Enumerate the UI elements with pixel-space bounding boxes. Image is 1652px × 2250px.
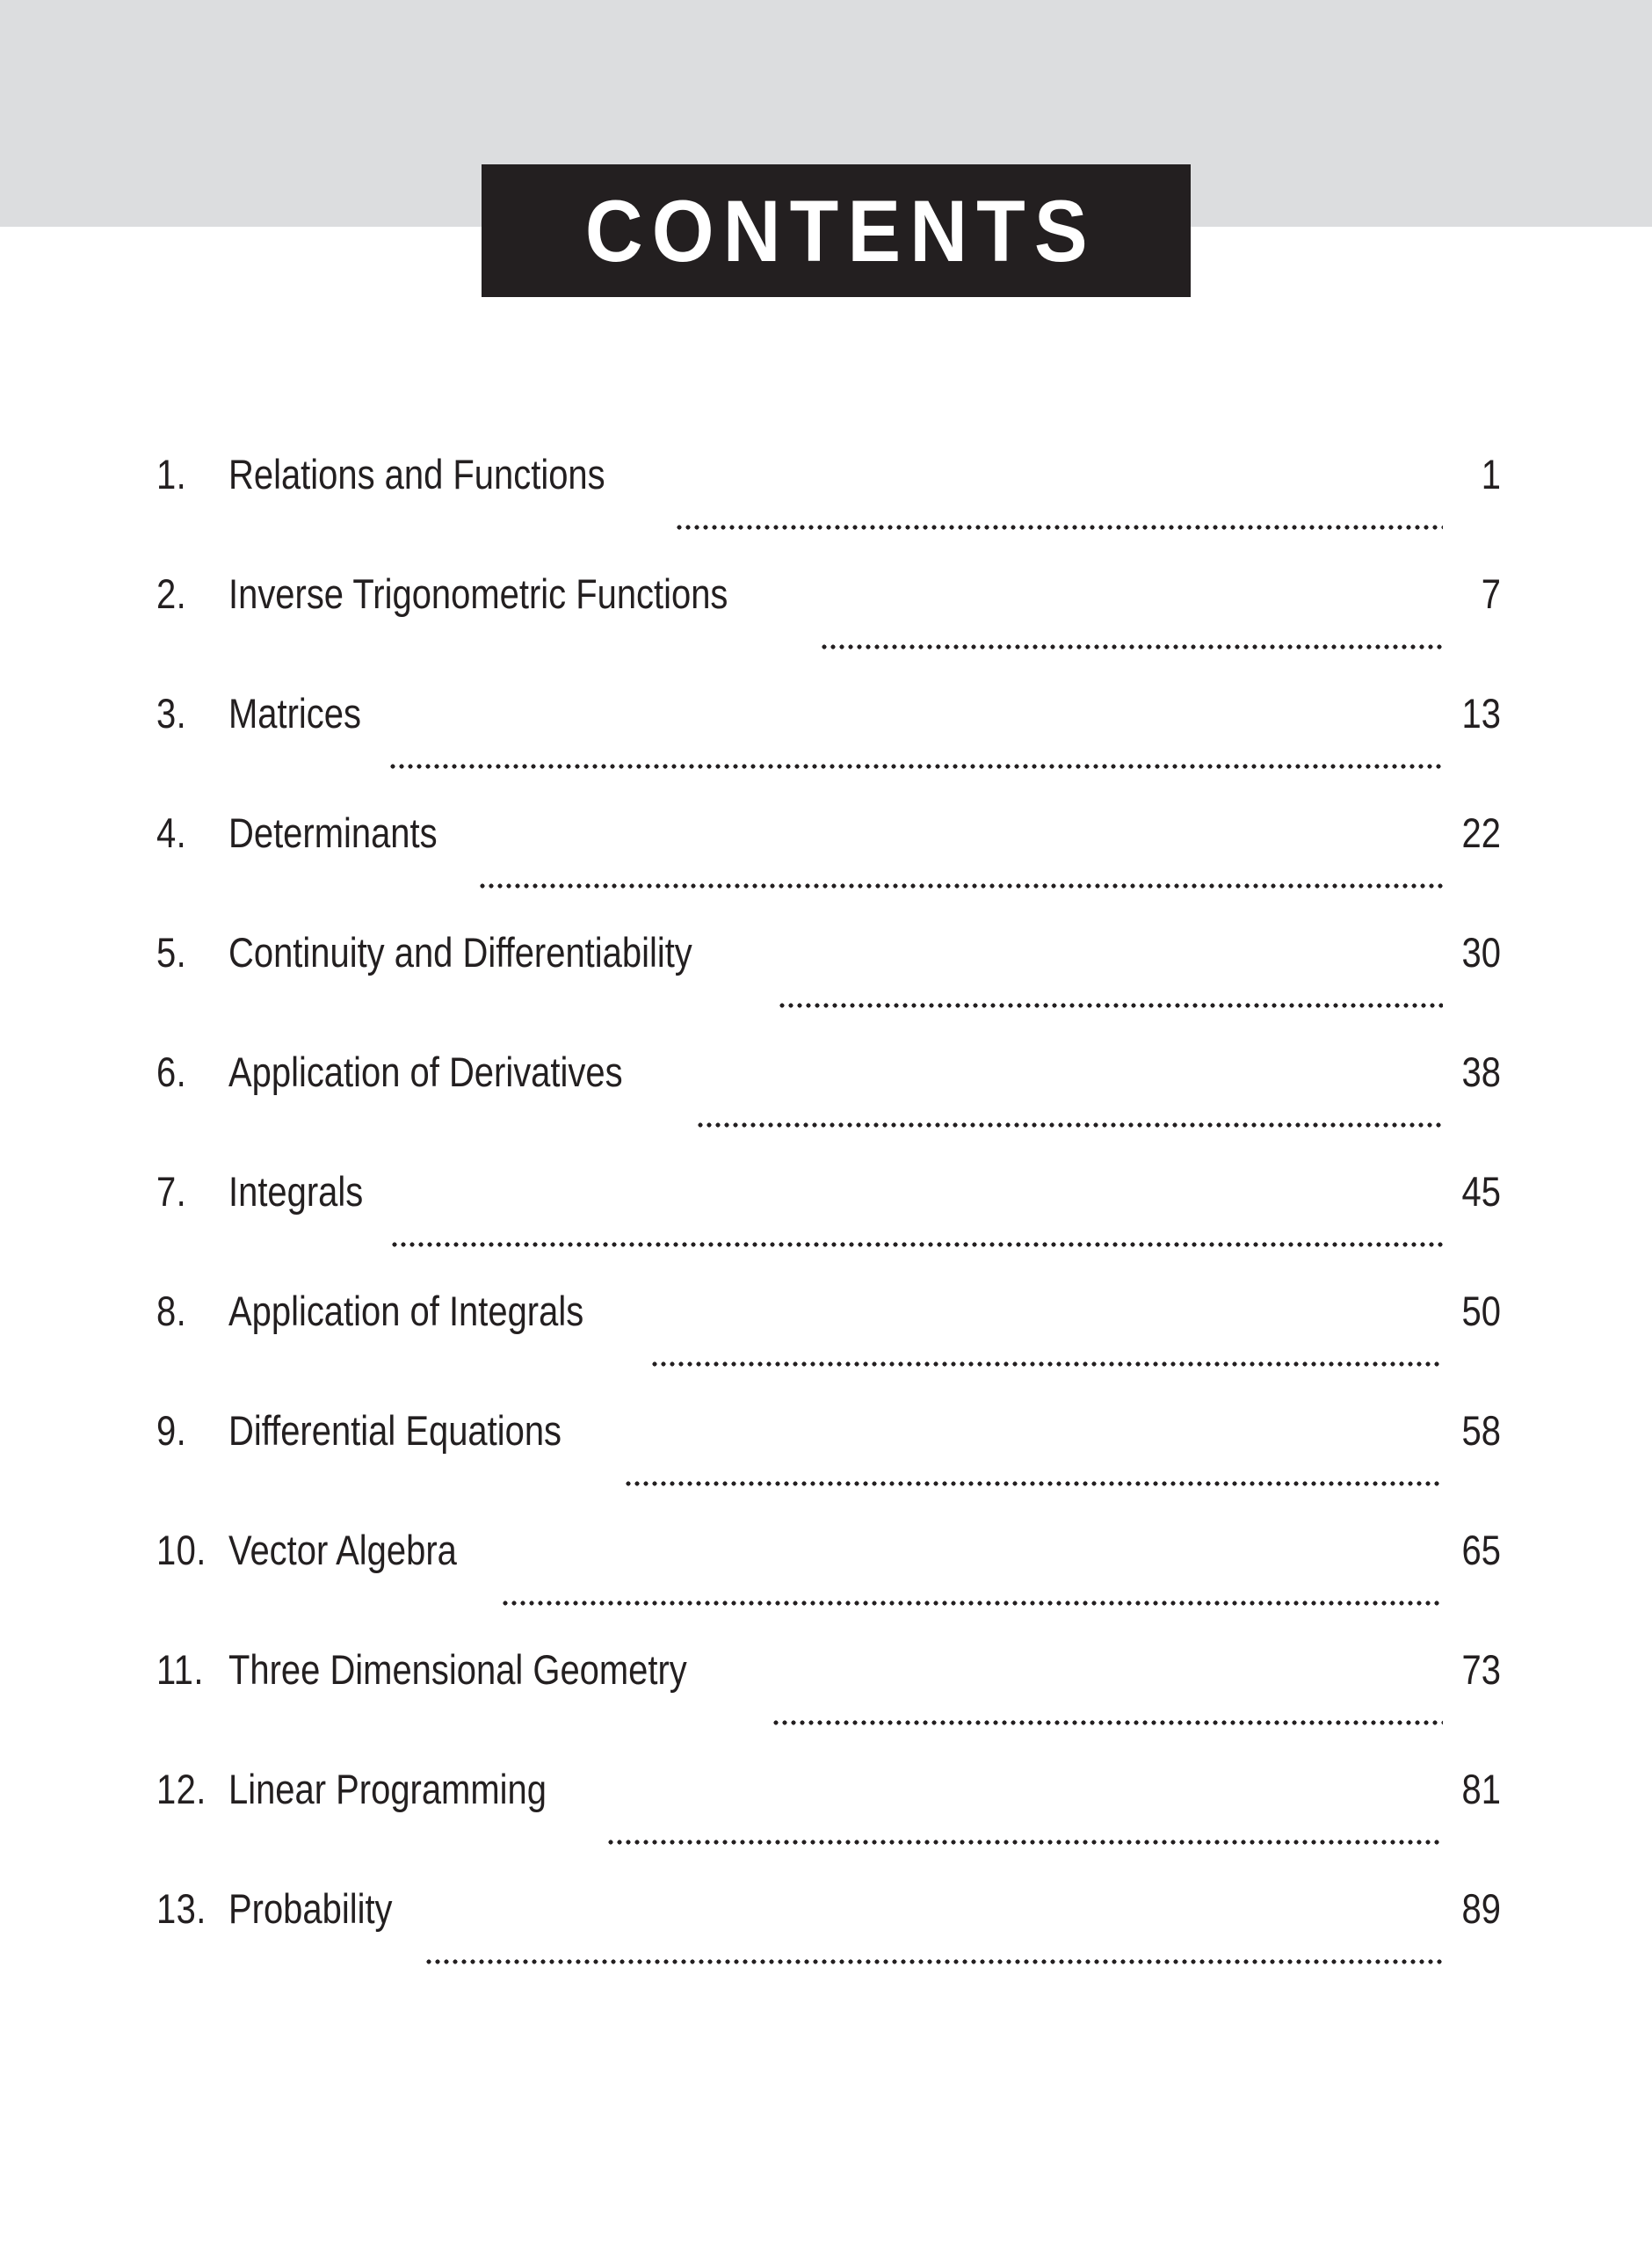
toc-entry-title[interactable]: Integrals [228, 1168, 364, 1215]
toc-entry-title[interactable]: Application of Integrals [228, 1288, 584, 1334]
toc-entry[interactable] [156, 1167, 1501, 1287]
toc-entry-title[interactable]: Three Dimensional Geometry [228, 1646, 687, 1693]
toc-entry-page-number: 65 [1461, 1527, 1501, 1573]
toc-dot-leader [626, 1451, 1443, 1492]
toc-dot-leader [779, 973, 1443, 1014]
toc-entry-page-number: 13 [1461, 690, 1501, 737]
toc-entry-page-number: 1 [1481, 451, 1501, 497]
toc-entry-number: 3. [156, 690, 187, 737]
toc-dot-leader [426, 1929, 1443, 1971]
toc-entry[interactable] [156, 809, 1501, 928]
toc-entry[interactable] [156, 570, 1501, 689]
toc-dot-leader [652, 1332, 1443, 1373]
contents-title-plate [482, 164, 1191, 297]
toc-entry-number: 12. [156, 1766, 206, 1812]
toc-entry-page-number: 50 [1461, 1288, 1501, 1334]
toc-entry-page-number: 89 [1461, 1885, 1501, 1932]
toc-entry-number: 13. [156, 1885, 206, 1932]
toc-dot-leader [677, 495, 1443, 536]
toc-entry-page-number: 45 [1461, 1168, 1501, 1215]
toc-entry-title[interactable]: Relations and Functions [228, 451, 605, 497]
toc-entry-title[interactable]: Linear Programming [228, 1766, 547, 1812]
toc-dot-leader [773, 1690, 1443, 1731]
toc-dot-leader [392, 1212, 1443, 1253]
toc-entry-page-number: 22 [1461, 809, 1501, 856]
toc-entry-number: 2. [156, 570, 187, 617]
toc-entry-number: 8. [156, 1288, 187, 1334]
toc-dot-leader [480, 853, 1444, 895]
toc-entry[interactable] [156, 450, 1501, 570]
toc-entry-number: 6. [156, 1049, 187, 1095]
toc-entry-page-number: 58 [1461, 1407, 1501, 1454]
toc-entry[interactable] [156, 689, 1501, 809]
toc-entry-title[interactable]: Vector Algebra [228, 1527, 457, 1573]
toc-entry-number: 4. [156, 809, 187, 856]
toc-entry-number: 9. [156, 1407, 187, 1454]
toc-dot-leader [608, 1810, 1443, 1851]
toc-entry[interactable] [156, 1287, 1501, 1406]
toc-entry-page-number: 7 [1481, 570, 1501, 617]
toc-entry[interactable] [156, 1765, 1501, 1884]
toc-entry-title[interactable]: Probability [228, 1885, 393, 1932]
toc-dot-leader [390, 734, 1443, 775]
toc-dot-leader [503, 1571, 1443, 1612]
toc-entry-title[interactable]: Matrices [228, 690, 361, 737]
toc-entry-page-number: 38 [1461, 1049, 1501, 1095]
toc-entry[interactable] [156, 1048, 1501, 1167]
toc-entry-number: 10. [156, 1527, 206, 1573]
toc-entry-title[interactable]: Continuity and Differentiability [228, 929, 692, 976]
toc-entry-title[interactable]: Differential Equations [228, 1407, 562, 1454]
toc-entry[interactable] [156, 1526, 1501, 1645]
toc-entry[interactable] [156, 928, 1501, 1048]
toc-entry-title[interactable]: Determinants [228, 809, 438, 856]
toc-entry-page-number: 30 [1461, 929, 1501, 976]
table-of-contents-list [156, 450, 1501, 2004]
toc-entry-title[interactable]: Application of Derivatives [228, 1049, 623, 1095]
toc-entry-number: 5. [156, 929, 187, 976]
toc-dot-leader [822, 614, 1443, 656]
toc-entry[interactable] [156, 1406, 1501, 1526]
toc-entry-number: 11. [156, 1646, 204, 1693]
toc-entry-number: 1. [156, 451, 187, 497]
toc-entry-title[interactable]: Inverse Trigonometric Functions [228, 570, 728, 617]
toc-dot-leader [698, 1092, 1443, 1134]
toc-entry-page-number: 81 [1461, 1766, 1501, 1812]
toc-entry[interactable] [156, 1884, 1501, 2004]
page-title: CONTENTS [584, 182, 1097, 279]
toc-entry-number: 7. [156, 1168, 187, 1215]
toc-entry[interactable] [156, 1645, 1501, 1765]
toc-entry-page-number: 73 [1461, 1646, 1501, 1693]
